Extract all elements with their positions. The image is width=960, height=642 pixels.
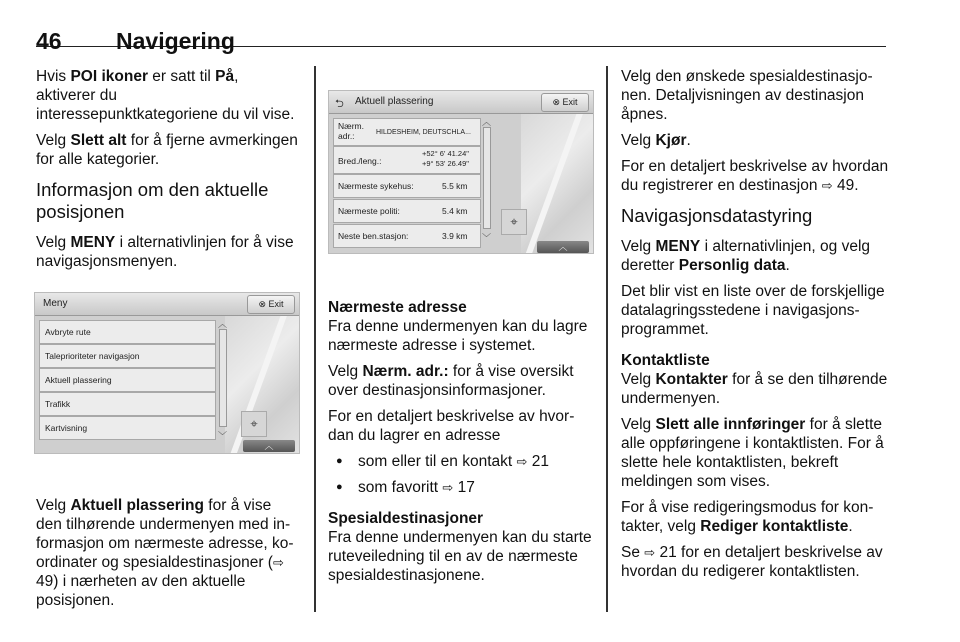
arrow-ref-icon: ⇨ (644, 545, 656, 560)
paragraph: Velg Slett alt for å fjerne avmerkingen for alle kategorier. (36, 132, 298, 168)
page-header (36, 6, 886, 54)
paragraph: Velg MENY i alternativlinjen for å vise navigasjonsmenyen. (36, 234, 294, 270)
list-item: ● som favoritt ⇨ 17 (328, 478, 592, 497)
info-row[interactable]: Nærmeste politi: 5.4 km (333, 199, 481, 223)
chevron-up-icon[interactable]: ︿ (482, 117, 492, 127)
info-row[interactable]: Bred./leng.: +52° 6' 41.24" +9° 53' 26.49" (333, 146, 481, 174)
location-screenshot (328, 90, 594, 254)
info-row[interactable]: Nærmeste sykehus: 5.5 km (333, 174, 481, 198)
column-3 (621, 67, 889, 588)
paragraph: Fra denne undermenyen kan du starte ruteveiledning til en av de nærmeste spesialdestinasjonene. (328, 529, 592, 584)
column-divider-1 (314, 66, 316, 612)
paragraph: Velg Slett alle innføringer for å slette alle oppføringene i kontaktlisten. For å slette hele kontaktlisten, bekreft meldingen som vises. (621, 416, 884, 490)
menu-item[interactable]: Avbryte rute (39, 320, 216, 344)
screen-title: Meny (43, 298, 68, 309)
exit-button[interactable]: ⊗ Exit (541, 93, 589, 112)
screen-title-bar (35, 293, 299, 316)
expand-up-button[interactable]: ︿ (243, 440, 295, 452)
paragraph: Fra denne undermenyen kan du lagre nærmeste adresse i systemet. (328, 318, 588, 354)
back-icon[interactable]: ⮌ (335, 98, 344, 110)
bullet-list (328, 452, 592, 497)
arrow-ref-icon: ⇨ (272, 555, 284, 570)
info-row[interactable]: Nærm. adr.: HILDESHEIM, DEUTSCHLA... (333, 118, 481, 146)
subsection-heading: Kontaktliste (621, 352, 710, 369)
arrow-ref-icon: ⇨ (442, 480, 454, 495)
chevron-up-icon[interactable]: ︿ (218, 319, 228, 329)
subsection-heading: Nærmeste adresse (328, 299, 467, 316)
menu-screenshot (34, 292, 300, 454)
list-item: ● som eller til en kontakt ⇨ 21 (328, 452, 592, 471)
paragraph: Se ⇨ 21 for en detaljert beskrivelse av hvordan du redigerer kontaktlisten. (621, 544, 883, 580)
page-number: 46 (36, 28, 62, 54)
column-divider-2 (606, 66, 608, 612)
menu-item[interactable]: Trafikk (39, 392, 216, 416)
paragraph: For en detaljert beskrivelse av hvordan du lagrer en adresse (328, 408, 575, 444)
section-heading: Informasjon om den aktuelle posisjonen (36, 179, 269, 222)
paragraph: Velg Aktuell plassering for å vise den tilhørende undermenyen med informasjon om nærmeste adresse, koordinater og spesialdestinasjoner (⇨ 49) i nærheten av den aktuelle posisjonen. (36, 497, 294, 609)
section-heading: Navigasjonsdatastyring (621, 205, 813, 226)
arrow-ref-icon: ⇨ (821, 178, 833, 193)
location-icon[interactable]: ⌖ (241, 411, 267, 437)
paragraph: Det blir vist en liste over de forskjellige datalagringsstedene i navigasjonsprogrammet. (621, 283, 885, 338)
chevron-down-icon[interactable]: ﹀ (218, 431, 228, 441)
scrollbar[interactable] (483, 127, 491, 229)
menu-item[interactable]: Aktuell plassering (39, 368, 216, 392)
page-title: Navigering (116, 28, 235, 54)
chevron-down-icon[interactable]: ﹀ (482, 233, 492, 243)
expand-up-button[interactable]: ︿ (537, 241, 589, 253)
paragraph: Hvis POI ikoner er satt til På, aktiverer du interessepunktkategoriene du vil vise. (36, 68, 295, 123)
location-icon[interactable]: ⌖ (501, 209, 527, 235)
column-1-bottom (36, 496, 300, 617)
scrollbar[interactable] (219, 329, 227, 427)
info-row[interactable]: Neste ben.stasjon: 3.9 km (333, 224, 481, 248)
screen-title-bar (329, 91, 593, 114)
subsection-heading: Spesialdestinasjoner (328, 510, 484, 527)
paragraph: Velg Nærm. adr.: for å vise oversikt over destinasjonsinformasjoner. (328, 363, 574, 399)
paragraph: Velg MENY i alternativlinjen, og velg deretter Personlig data. (621, 238, 871, 274)
menu-item[interactable]: Kartvisning (39, 416, 216, 440)
paragraph: Velg Kontakter for å se den tilhørende undermenyen. (621, 371, 888, 407)
arrow-ref-icon: ⇨ (516, 454, 528, 469)
column-1 (36, 67, 300, 278)
paragraph: For å vise redigeringsmodus for kontakter, velg Rediger kontaktliste. (621, 499, 874, 535)
exit-button[interactable]: ⊗ Exit (247, 295, 295, 314)
screen-title: Aktuell plassering (355, 96, 434, 107)
paragraph: Velg den ønskede spesialdestinasjonen. Detaljvisningen av destinasjon åpnes. (621, 68, 873, 123)
menu-item[interactable]: Taleprioriteter navigasjon (39, 344, 216, 368)
paragraph: Velg Kjør. (621, 132, 691, 149)
paragraph: For en detaljert beskrivelse av hvordan du registrerer en destinasjon ⇨ 49. (621, 158, 889, 194)
column-2 (328, 298, 592, 592)
map-area (521, 113, 593, 253)
